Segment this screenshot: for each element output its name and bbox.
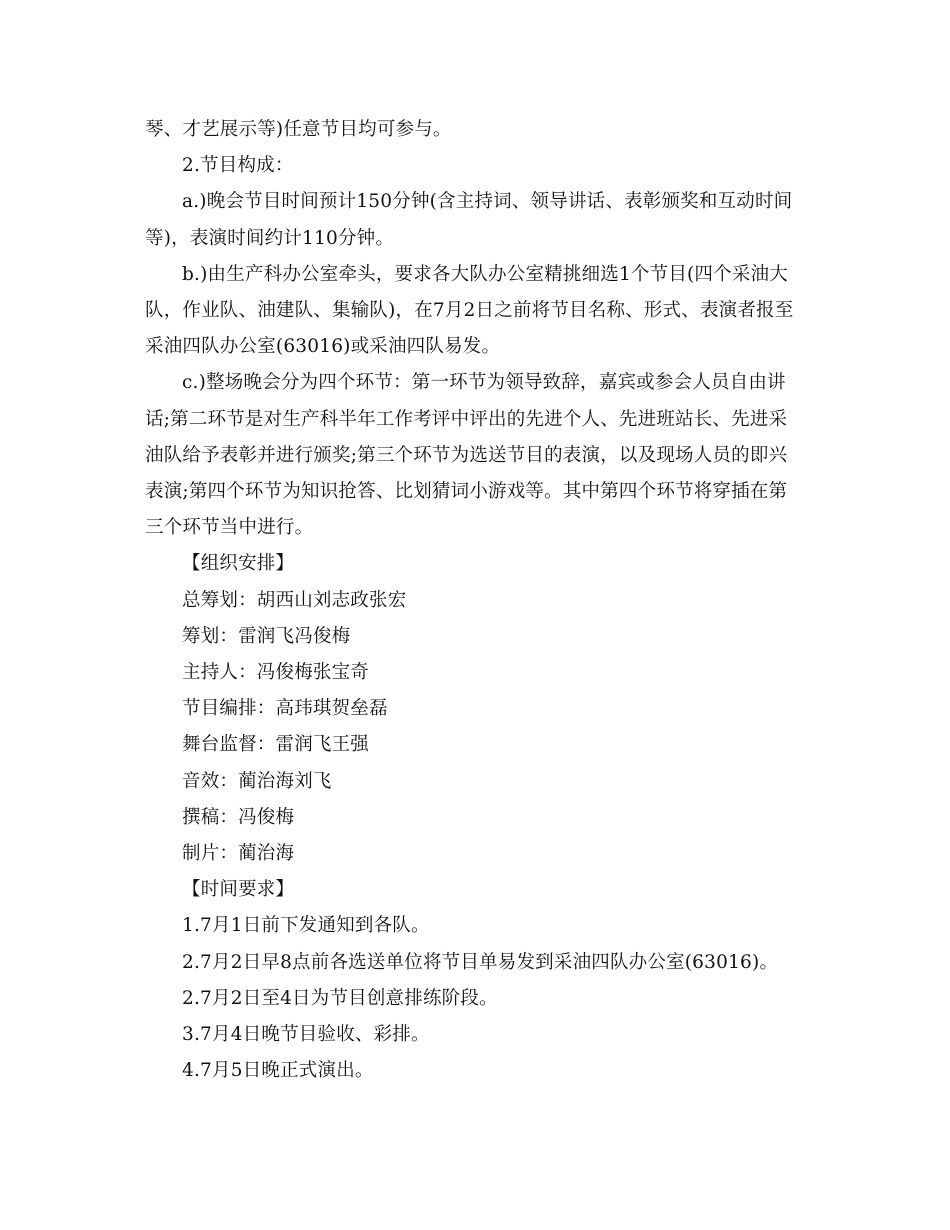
paragraph-continuation: [145, 112, 810, 148]
text-line: 表演;第四个环节为知识抢答、比划猜词小游戏等。其中第四个环节将穿插在第: [145, 481, 788, 503]
text-line: 琴、才艺展示等)任意节目均可参与。: [145, 119, 452, 140]
text-line: 队，作业队、油建队、集输队)，在7月2日之前将节目名称、形式、表演者报至: [145, 300, 794, 322]
text-line: 2.节目构成：: [182, 155, 294, 177]
org-item-stage-supervisor: 舞台监督：雷润飞王强: [182, 734, 370, 756]
paragraph-item-b: [145, 257, 810, 366]
section-heading-org: 【组织安排】: [182, 553, 295, 575]
org-item-host: 主持人：冯俊梅张宝奇: [182, 662, 370, 684]
org-item-program-arrangement: 节目编排：高玮琪贺垒磊: [182, 698, 388, 720]
paragraph-program-composition: [145, 148, 810, 184]
text-line: 话;第二环节是对生产科半年工作考评中评出的先进个人、先进班站长、先进采: [145, 408, 788, 430]
paragraph-item-a: [145, 184, 810, 256]
time-item: 4.7月5日晚正式演出。: [182, 1060, 374, 1082]
org-item-sound: 音效：蔺治海刘飞: [182, 770, 332, 792]
text-line: c.)整场晚会分为四个环节：第一环节为领导致辞，嘉宾或参会人员自由讲: [182, 372, 786, 394]
text-line: 三个环节当中进行。: [145, 517, 314, 539]
text-line: a.)晚会节目时间预计150分钟(含主持词、领导讲话、表彰颁奖和互动时间: [182, 191, 793, 213]
text-line: 等)，表演时间约计110分钟。: [145, 227, 395, 249]
org-section: [145, 546, 810, 872]
text-line: 油队给予表彰并进行颁奖;第三个环节为选送节目的表演，以及现场人员的即兴: [145, 444, 788, 466]
time-item: 3.7月4日晚节目验收、彩排。: [182, 1024, 430, 1046]
document-body: [145, 112, 810, 1089]
org-item-chief-planner: 总筹划：胡西山刘志政张宏: [182, 589, 407, 611]
org-item-producer: 制片：蔺治海: [182, 843, 295, 865]
section-heading-time: 【时间要求】: [182, 879, 295, 901]
time-section: [145, 872, 810, 1089]
time-item: 2.7月2日早8点前各选送单位将节目单易发到采油四队办公室(63016)。: [182, 951, 779, 973]
org-item-planner: 筹划：雷润飞冯俊梅: [182, 625, 351, 647]
time-item: 2.7月2日至4日为节目创意排练阶段。: [182, 987, 498, 1009]
text-line: 采油四队办公室(63016)或采油四队易发。: [145, 336, 501, 358]
org-item-script: 撰稿：冯俊梅: [182, 806, 295, 828]
paragraph-item-c: [145, 365, 810, 546]
text-line: b.)由生产科办公室牵头，要求各大队办公室精挑细选1个节目(四个采油大: [182, 263, 788, 285]
time-item: 1.7月1日前下发通知到各队。: [182, 915, 430, 937]
